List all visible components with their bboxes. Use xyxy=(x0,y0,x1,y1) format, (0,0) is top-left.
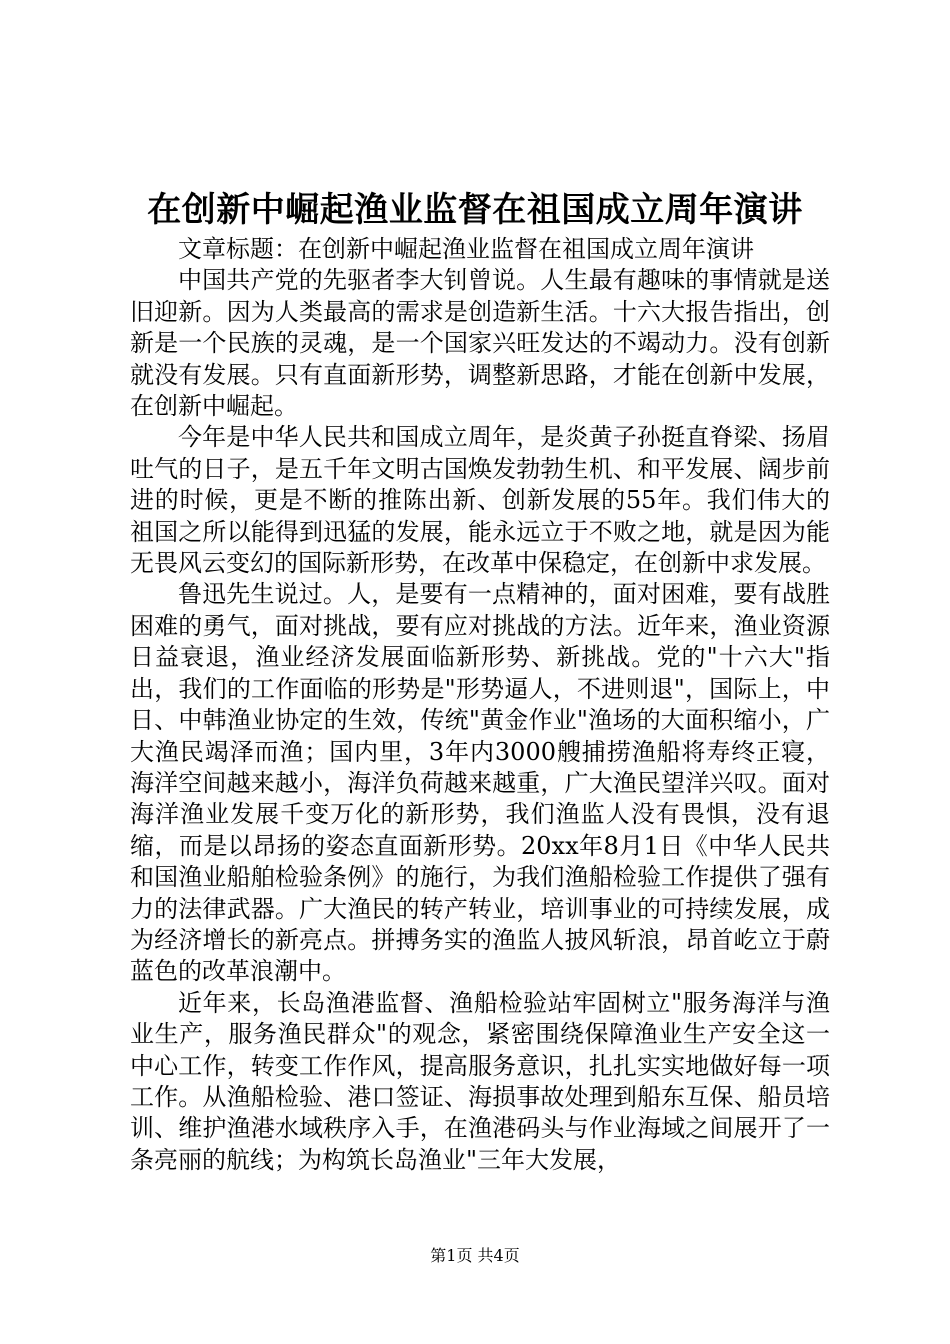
paragraph: 中国共产党的先驱者李大钊曾说。人生最有趣味的事情就是送旧迎新。因为人类最高的需求是创造新生活。十六大报告指出，创新是一个民族的灵魂，是一个国家兴旺发达的不竭动力。没有创新就没有发展。只有直面新形势，调整新思路，才能在创新中发展，在创新中崛起。 xyxy=(130,266,830,421)
page-number-footer: 第1页 共4页 xyxy=(430,1246,520,1265)
document-body xyxy=(130,234,830,1176)
paragraph: 今年是中华人民共和国成立周年，是炎黄子孙挺直脊梁、扬眉吐气的日子，是五千年文明古国焕发勃勃生机、和平发展、阔步前进的时候，更是不断的推陈出新、创新发展的55年。我们伟大的祖国之所以能得到迅猛的发展，能永远立于不败之地，就是因为能无畏风云变幻的国际新形势，在改革中保稳定，在创新中求发展。 xyxy=(130,423,830,578)
paragraph: 近年来，长岛渔港监督、渔船检验站牢固树立"服务海洋与渔业生产，服务渔民群众"的观念，紧密围绕保障渔业生产安全这一中心工作，转变工作作风，提高服务意识，扎扎实实地做好每一项工作。从渔船检验、港口签证、海损事故处理到船东互保、船员培训、维护渔港水域秩序入手，在渔港码头与作业海域之间展开了一条亮丽的航线；为构筑长岛渔业"三年大发展， xyxy=(130,988,830,1174)
document-title: 在创新中崛起渔业监督在祖国成立周年演讲 xyxy=(147,190,803,230)
paragraph: 鲁迅先生说过。人，是要有一点精神的，面对困难，要有战胜困难的勇气，面对挑战，要有应对挑战的方法。近年来，渔业资源日益衰退，渔业经济发展面临新形势、新挑战。党的"十六大"指出，我们的工作面临的形势是"形势逼人，不进则退"，国际上，中日、中韩渔业协定的生效，传统"黄金作业"渔场的大面积缩小，广大渔民竭泽而渔；国内里，3年内3000艘捕捞渔船将寿终正寝，海洋空间越来越小，海洋负荷越来越重，广大渔民望洋兴叹。面对海洋渔业发展千变万化的新形势，我们渔监人没有畏惧，没有退缩，而是以昂扬的姿态直面新形势。20xx年8月1日《中华人民共和国渔业船舶检验条例》的施行，为我们渔船检验工作提供了强有力的法律武器。广大渔民的转产转业，培训事业的可持续发展，成为经济增长的新亮点。拼搏务实的渔监人披风斩浪，昂首屹立于蔚蓝色的改革浪潮中。 xyxy=(130,580,830,986)
paragraph-article-title: 文章标题：在创新中崛起渔业监督在祖国成立周年演讲 xyxy=(178,235,754,263)
